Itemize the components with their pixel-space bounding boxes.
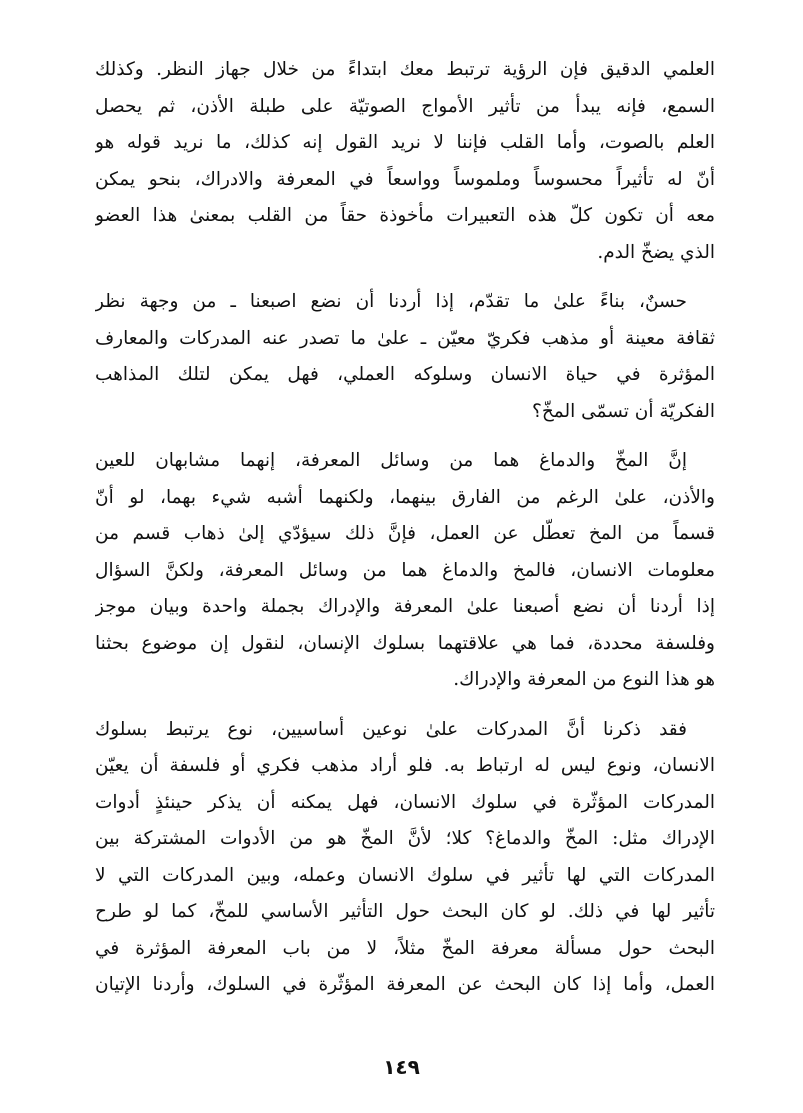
text-line: معلومات الانسان، فالمخ والدماغ هما من وسائل المعرفة، ولكنَّ السؤال [95,559,715,581]
text-line: وفلسفة محددة، فما هي علاقتهما بسلوك الإنسان، لنقول إن موضوع بحثنا [95,632,715,654]
paragraph-2 [95,284,715,430]
text-line: الذي يضخّ الدم. [597,241,715,263]
text-line: العلمي الدقيق فإن الرؤية ترتبط معك ابتداءً من خلال جهاز النظر. وكذلك [95,59,715,80]
text-line: الإدراك مثل: المخّ والدماغ؟ كلا؛ لأنَّ المخّ هو من الأدوات المشتركة بين [95,828,715,849]
text-line: أنّ له تأثيراً محسوساً وملموساً وواسعاً في المعرفة والادراك، بنحو يمكن [95,168,715,190]
text-line: العلم بالصوت، وأما القلب فإننا لا نريد القول إنه كذلك، ما نريد قوله هو [95,132,715,153]
text-line: معه أن تكون كلّ هذه التعبيرات مأخوذة حقاً من القلب بمعنىٰ هذا العضو [95,205,715,226]
text-line: المدركات المؤثّرة في سلوك الانسان، فهل يمكنه أن يذكر حينئذٍ أدوات [95,791,715,813]
page-number: ١٤٩ [383,1055,420,1079]
paragraph-4 [95,712,715,1004]
text-line: الانسان، ونوع ليس له ارتباط به. فلو أراد مذهب فكري أو فلسفة أن يعيّن [95,755,715,776]
text-line: ثقافة معينة أو مذهب فكريّ معيّن ـ علىٰ ما تصدر عنه المدركات والمعارف [95,327,715,349]
text-line: تأثير لها في ذلك. لو كان البحث حول التأثير الأساسي للمخّ، كما لو طرح [95,901,715,922]
paragraph-3 [95,443,715,699]
text-line: والأذن، علىٰ الرغم من الفارق بينهما، ولكنهما أشبه شيء بهما، لو أنّ [95,486,715,508]
text-line: المؤثرة في حياة الانسان وسلوكه العملي، فهل يمكن لتلك المذاهب [95,364,715,385]
text-line: إنَّ المخّ والدماغ هما من وسائل المعرفة، إنهما مشابهان للعين [95,450,687,471]
text-line: إذا أردنا أن نضع أصبعنا علىٰ المعرفة والإدراك بجملة واحدة وبيان موجز [95,596,715,617]
text-line: البحث حول مسألة معرفة المخّ مثلاً، لا من باب المعرفة المؤثرة في [95,937,715,959]
text-line: فقد ذكرنا أنَّ المدركات علىٰ نوعين أساسيين، نوع يرتبط بسلوك [95,718,687,740]
paragraph-1 [95,52,715,271]
text-line: المدركات التي لها تأثير في سلوك الانسان وعمله، وبين المدركات التي لا [95,864,715,886]
text-line: الفكريّة أن تسمّى المخّ؟ [532,400,715,422]
text-line: هو هذا النوع من المعرفة والإدراك. [453,669,715,690]
text-line: العمل، وأما إذا كان البحث عن المعرفة المؤثّرة في السلوك، وأردنا الإتيان [95,974,715,995]
body-text [95,52,715,1017]
text-line: قسماً من المخ تعطّل عن العمل، فإنَّ ذلك سيؤدّي إلىٰ ذهاب قسم من [95,523,715,544]
text-line: حسنٌ، بناءً علىٰ ما تقدّم، إذا أردنا أن نضع اصبعنا ـ من وجهة نظر [95,291,687,312]
text-line: السمع، فإنه يبدأ من تأثير الأمواج الصوتيّة على طبلة الأذن، ثم يحصل [95,95,715,117]
